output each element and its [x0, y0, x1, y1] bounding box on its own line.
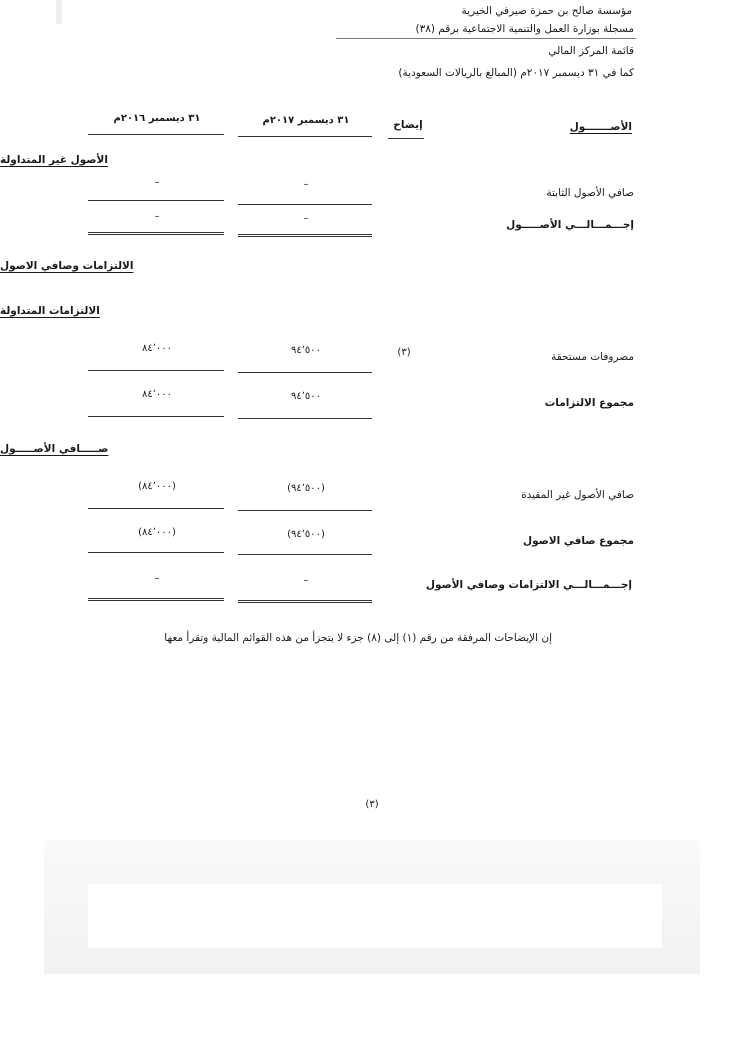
total-net-assets-2016-rule — [88, 552, 224, 553]
header-2017-rule — [238, 136, 372, 137]
fixed-assets-2016: – — [154, 177, 160, 188]
unrestricted-2017-rule — [238, 510, 372, 511]
column-header-2016: ٣١ ديسمبر ٢٠١٦م — [113, 113, 201, 124]
total-liabilities-net-assets-label: إجـــمـــالـــي الالتزامات وصافي الأصول — [425, 579, 632, 591]
note-column-header: إيضاح — [393, 119, 423, 131]
page-number: (٣) — [365, 799, 379, 810]
total-net-assets-2017: (٩٤٬٥٠٠) — [287, 529, 325, 540]
header-2016-rule — [88, 134, 224, 135]
grand-total-2017-rule — [238, 600, 372, 603]
statement-date: كما في ٣١ ديسمبر ٢٠١٧م (المبالغ بالريالات السعودية) — [398, 67, 634, 79]
accrued-expenses-2017: ٩٤٬٥٠٠ — [290, 345, 322, 356]
total-assets-2016-rule — [88, 232, 224, 235]
non-current-assets-heading: الأصول غير المتداولة — [0, 154, 108, 166]
total-liabilities-net-assets-2017: – — [303, 575, 309, 586]
registration-line: مسجلة بوزارة العمل والتنمية الاجتماعية برقم (٣٨) — [415, 23, 634, 35]
total-assets-2017-rule — [238, 234, 372, 237]
column-header-2017: ٣١ ديسمبر ٢٠١٧م — [262, 115, 350, 126]
assets-heading: الأصـــــــول — [569, 121, 632, 133]
unrestricted-net-assets-2017: (٩٤٬٥٠٠) — [287, 483, 325, 494]
total-assets-2017: – — [303, 213, 309, 224]
scan-edge-mark — [56, 0, 62, 24]
total-liabilities-2017: ٩٤٬٥٠٠ — [290, 391, 322, 402]
notes-disclaimer: إن الإيضاحات المرفقة من رقم (١) إلى (٨) جزء لا يتجزأ من هذه القوائم المالية وتقرأ معها — [164, 632, 552, 644]
total-assets-2016: – — [154, 211, 160, 222]
accrued-expenses-label: مصروفات مستحقة — [551, 351, 634, 363]
total-net-assets-2017-rule — [238, 554, 372, 555]
total-net-assets-2016: (٨٤٬٠٠٠) — [138, 527, 176, 538]
header-rule — [336, 38, 636, 39]
total-assets-label: إجـــمـــالـــي الأصـــــول — [506, 219, 634, 231]
statement-title: قائمة المركز المالي — [548, 45, 634, 57]
note-header-rule — [388, 138, 424, 139]
liabilities-net-assets-heading: الالتزامات وصافي الاصول — [0, 260, 134, 272]
grand-total-2016-rule — [88, 598, 224, 601]
unrestricted-net-assets-2016: (٨٤٬٠٠٠) — [138, 481, 176, 492]
unrestricted-net-assets-label: صافي الأصول غير المقيدة — [521, 489, 634, 501]
fixed-assets-label: صافي الأصول الثابتة — [546, 187, 634, 199]
fixed-assets-2017: – — [303, 179, 309, 190]
accrued-expenses-2016-rule — [88, 370, 224, 371]
total-liabilities-net-assets-2016: – — [154, 573, 160, 584]
net-assets-heading: صـــــافي الأصـــــول — [0, 443, 109, 455]
total-liabilities-2017-rule — [238, 418, 372, 419]
total-liabilities-2016-rule — [88, 416, 224, 417]
total-liabilities-label: مجموع الالتزامات — [544, 397, 634, 409]
accrued-expenses-note: (٣) — [397, 347, 411, 358]
total-liabilities-2016: ٨٤٬٠٠٠ — [141, 389, 173, 400]
fixed-assets-2017-rule — [238, 204, 372, 205]
fixed-assets-2016-rule — [88, 200, 224, 201]
org-name: مؤسسة صالح بن حمزة صيرفي الخيرية — [461, 5, 632, 17]
current-liabilities-heading: الالتزامات المتداولة — [0, 305, 100, 317]
total-net-assets-label: مجموع صافي الاصول — [522, 535, 634, 547]
accrued-expenses-2016: ٨٤٬٠٠٠ — [141, 343, 173, 354]
unrestricted-2016-rule — [88, 508, 224, 509]
accrued-expenses-2017-rule — [238, 372, 372, 373]
scan-blank-area — [88, 884, 662, 948]
